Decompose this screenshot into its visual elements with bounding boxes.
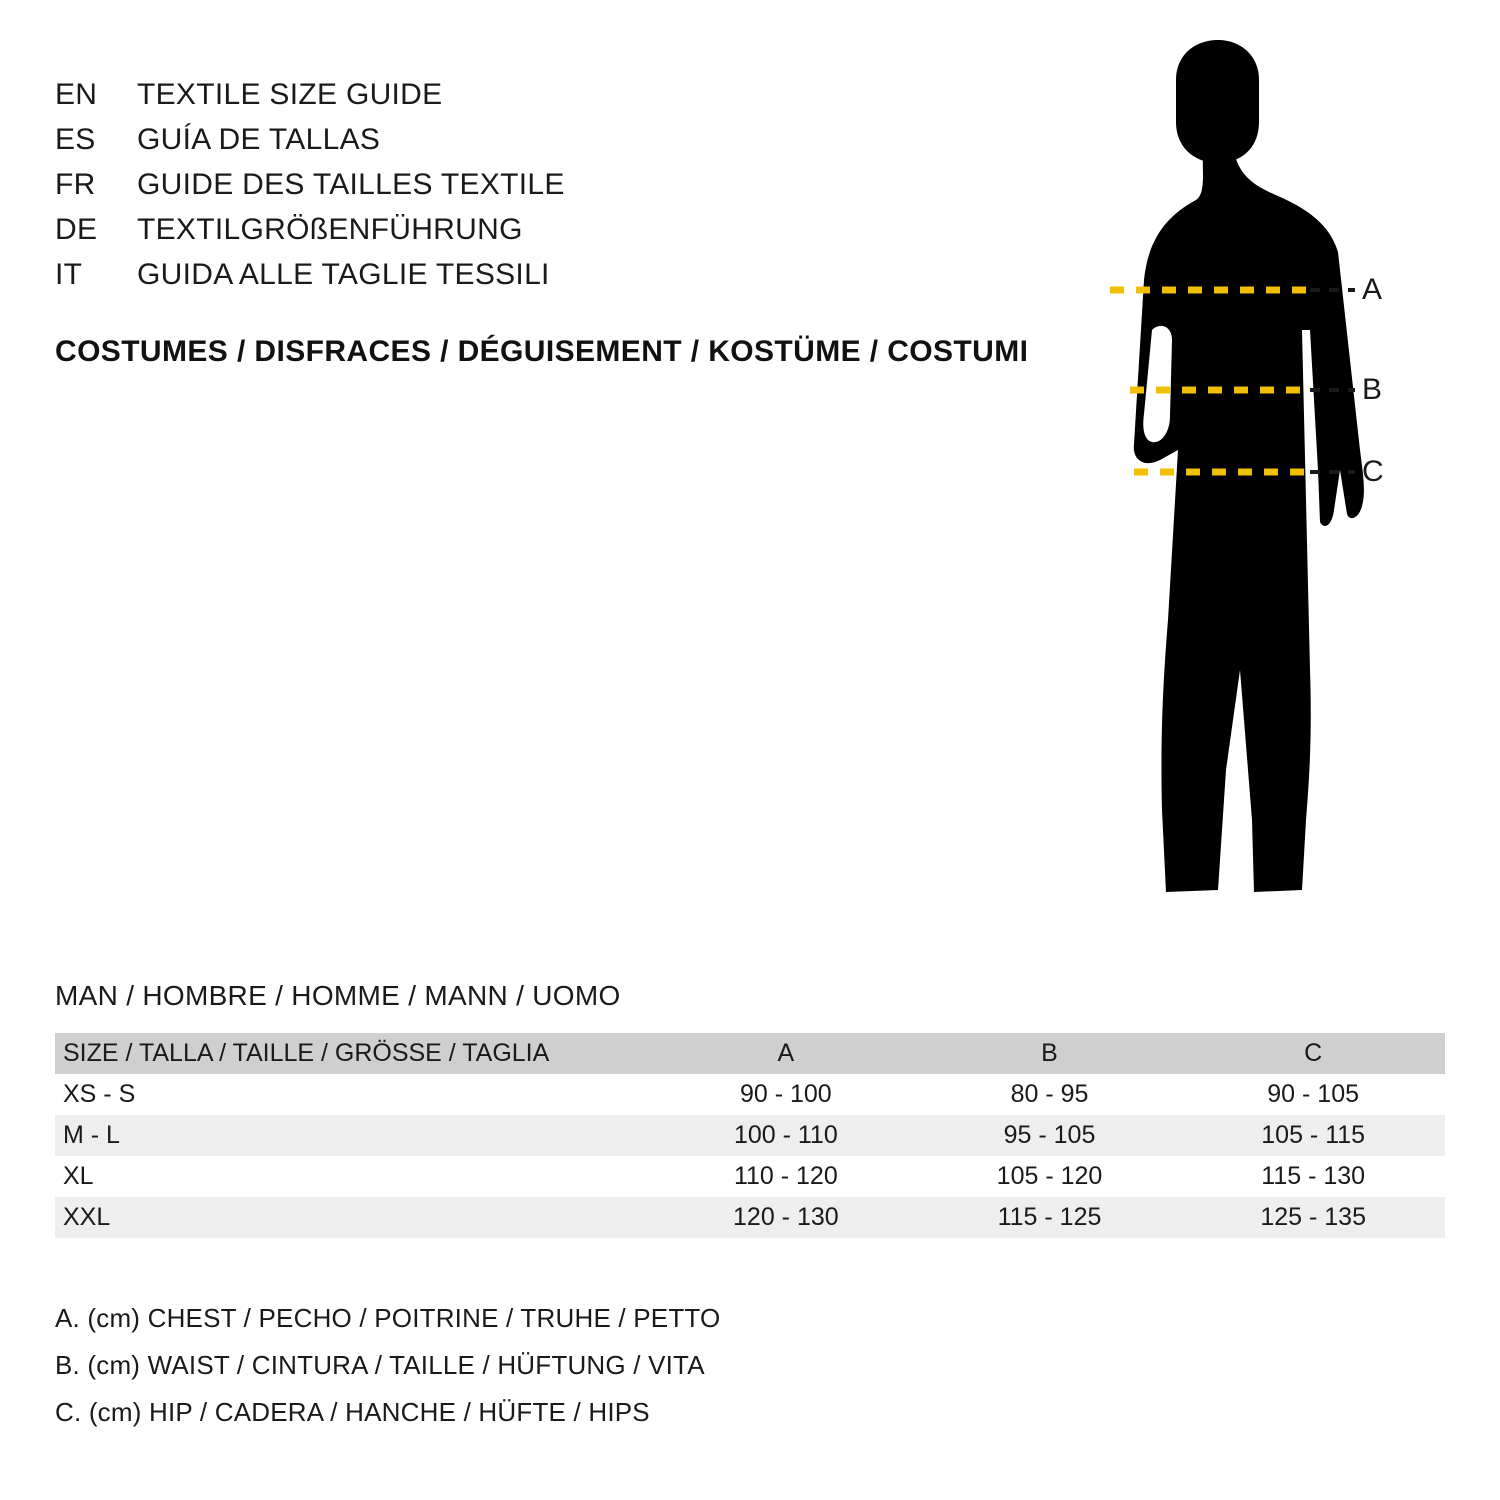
language-code-de: DE — [55, 213, 98, 246]
legend-line-c: C. (cm) HIP / CADERA / HANCHE / HÜFTE / HIPS — [55, 1397, 650, 1427]
language-row-fr — [55, 162, 1015, 207]
figure-label-b: B — [1362, 373, 1383, 406]
legend-line-a: A. (cm) CHEST / PECHO / POITRINE / TRUHE / PETTO — [55, 1303, 721, 1333]
language-text-en: TEXTILE SIZE GUIDE — [137, 78, 443, 111]
cell-b: 95 - 105 — [1003, 1121, 1096, 1149]
language-text-de: TEXTILGRÖßENFÜHRUNG — [137, 213, 523, 246]
measurement-figure — [1010, 30, 1450, 930]
table-header — [55, 1033, 1445, 1074]
figure-label-c: C — [1362, 455, 1384, 488]
cell-b: 105 - 120 — [996, 1162, 1103, 1190]
cell-a: 110 - 120 — [733, 1162, 838, 1190]
cell-c: 90 - 105 — [1267, 1080, 1360, 1108]
size-table — [55, 1033, 1445, 1238]
language-row-es — [55, 117, 1015, 162]
language-code-en: EN — [55, 78, 98, 111]
man-silhouette-icon — [1010, 30, 1450, 930]
cell-b: 115 - 125 — [997, 1203, 1102, 1231]
figure-label-a: A — [1362, 273, 1383, 306]
table-row — [55, 1074, 1445, 1115]
column-header-c: C — [1304, 1039, 1323, 1067]
cell-a: 100 - 110 — [733, 1121, 838, 1149]
table-header-row — [55, 1033, 1445, 1074]
cell-a: 120 - 130 — [733, 1203, 839, 1231]
table-row — [55, 1156, 1445, 1197]
cell-c: 125 - 135 — [1260, 1203, 1366, 1231]
column-header-size: SIZE / TALLA / TAILLE / GRÖSSE / TAGLIA — [63, 1039, 550, 1067]
language-row-en — [55, 72, 1015, 117]
language-text-es: GUÍA DE TALLAS — [137, 123, 381, 156]
cell-c: 105 - 115 — [1261, 1121, 1366, 1149]
measurement-legend — [55, 1295, 720, 1436]
cell-size: M - L — [63, 1121, 120, 1149]
table-row — [55, 1115, 1445, 1156]
language-text-fr: GUIDE DES TAILLES TEXTILE — [137, 168, 565, 201]
language-code-it: IT — [55, 258, 83, 291]
table-body — [55, 1074, 1445, 1238]
cell-size: XL — [63, 1162, 94, 1190]
language-list — [55, 72, 1015, 297]
language-row-de — [55, 207, 1015, 252]
cell-size: XS - S — [63, 1080, 136, 1108]
page-subtitle: COSTUMES / DISFRACES / DÉGUISEMENT / KOSTÜME / COSTUMI — [55, 335, 1029, 368]
legend-line-b: B. (cm) WAIST / CINTURA / TAILLE / HÜFTUNG / VITA — [55, 1350, 705, 1380]
cell-b: 80 - 95 — [1010, 1080, 1089, 1108]
cell-a: 90 - 100 — [739, 1080, 832, 1108]
language-code-es: ES — [55, 123, 96, 156]
language-text-it: GUIDA ALLE TAGLIE TESSILI — [137, 258, 550, 291]
column-header-b: B — [1041, 1039, 1058, 1067]
language-row-it — [55, 252, 1015, 297]
table-title: MAN / HOMBRE / HOMME / MANN / UOMO — [55, 980, 621, 1011]
cell-size: XXL — [63, 1203, 111, 1231]
table-row — [55, 1197, 1445, 1238]
cell-c: 115 - 130 — [1261, 1162, 1366, 1190]
language-code-fr: FR — [55, 168, 96, 201]
column-header-a: A — [777, 1039, 795, 1067]
